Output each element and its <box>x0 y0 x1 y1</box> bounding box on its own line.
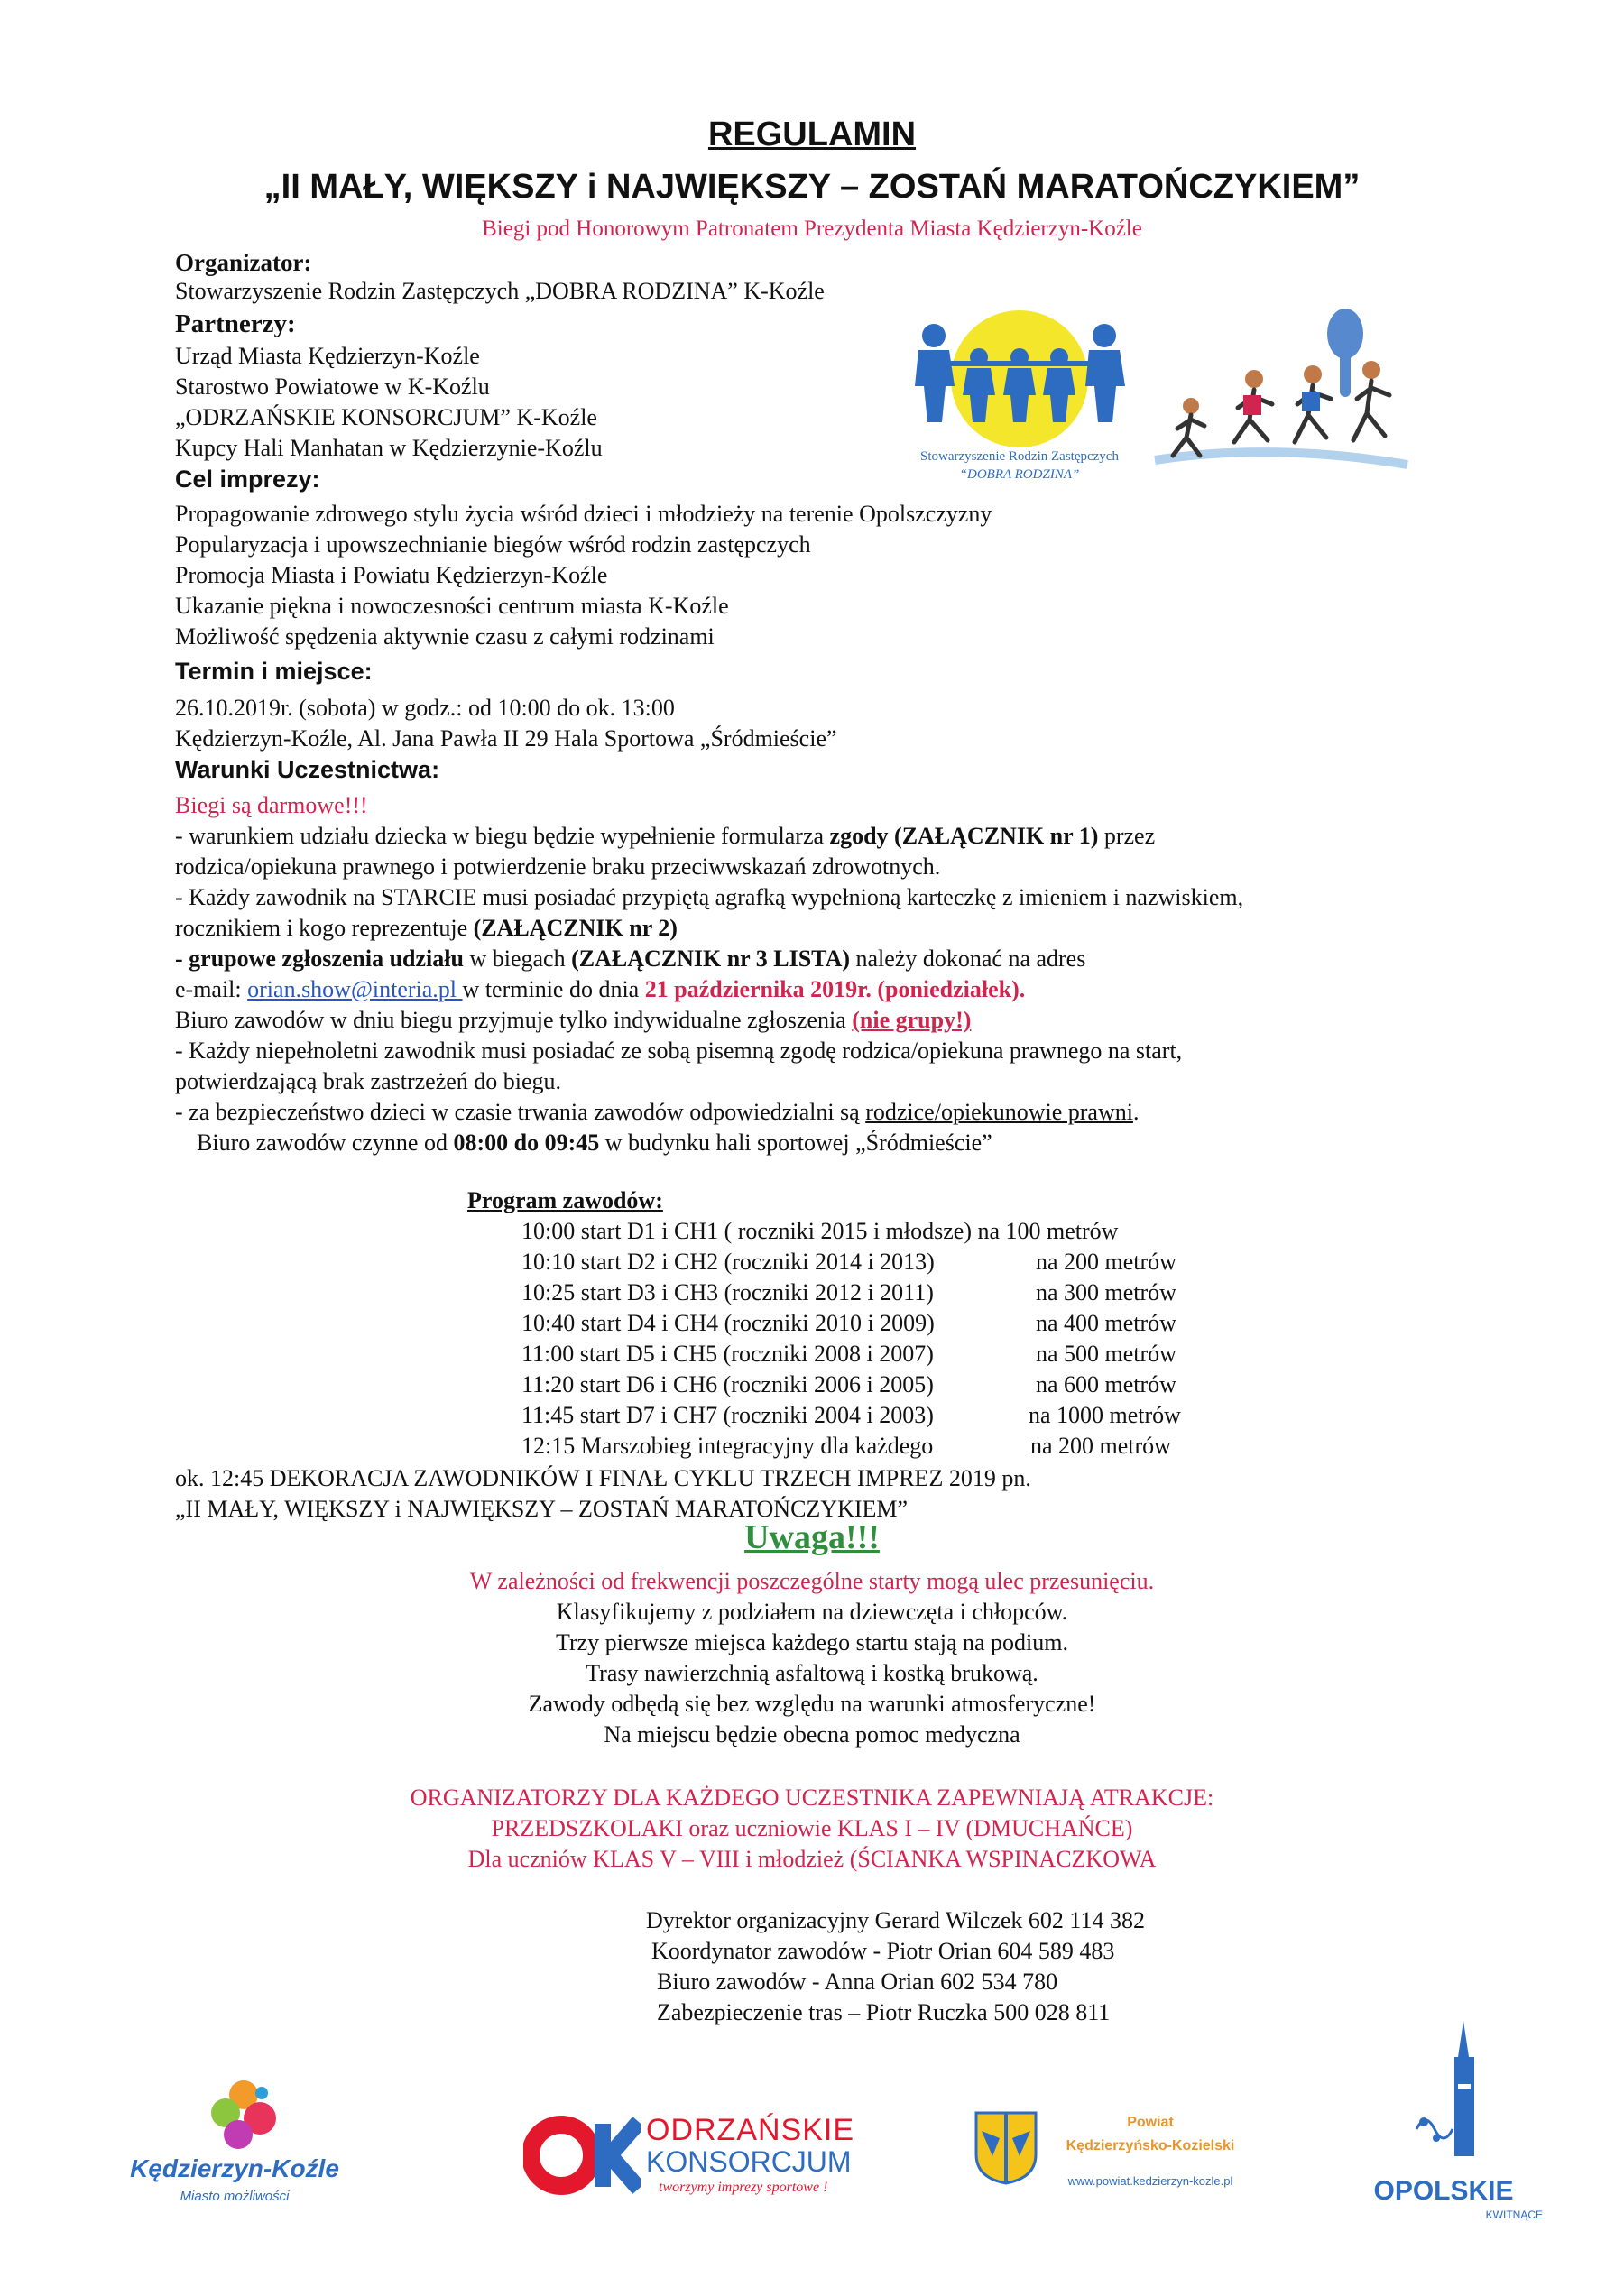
partner-item: Kupcy Hali Manhatan w Kędzierzynie-Koźlu <box>175 435 603 461</box>
condition-text: . <box>1132 1099 1140 1125</box>
ok-mark-icon <box>523 2115 641 2196</box>
goal-item: Ukazanie piękna i nowoczesności centrum miasta K-Koźle <box>175 593 729 619</box>
runners-icon <box>1137 307 1416 487</box>
condition-line: rodzica/opiekuna prawnego i potwierdzenie braku przeciwwskazań zdrowotnych. <box>175 853 941 880</box>
ok-line2: KONSORCJUM <box>646 2145 852 2178</box>
condition-line <box>175 1005 971 1036</box>
condition-text: rodzice/opiekunowie prawni <box>865 1099 1133 1125</box>
opolskie-logo <box>1344 2021 1543 2228</box>
partner-item: „ODRZAŃSKIE KONSORCJUM” K-Koźle <box>175 404 597 430</box>
runners-illustration <box>1137 307 1416 487</box>
program-row-text: 12:15 Marszobieg integracyjny dla każdego <box>521 1433 934 1459</box>
organizer-heading: Organizator: <box>175 249 312 276</box>
condition-line <box>175 821 1155 852</box>
kedzierzyn-kozle-logo <box>126 2075 343 2228</box>
condition-text: rocznikiem i kogo reprezentuje <box>175 915 474 941</box>
program-row-text: 10:10 start D2 i CH2 (roczniki 2014 i 2013) <box>521 1249 935 1275</box>
program-row-text: 11:20 start D6 i CH6 (roczniki 2006 i 2005) <box>521 1371 934 1397</box>
program-row-text: 11:45 start D7 i CH7 (roczniki 2004 i 2003) <box>521 1402 934 1428</box>
conditions-heading: Warunki Uczestnictwa: <box>175 756 440 783</box>
condition-text: Biuro zawodów w dniu biegu przyjmuje tylko indywidualne zgłoszenia <box>175 1007 853 1033</box>
goal-item: Propagowanie zdrowego stylu życia wśród dzieci i młodzieży na terenie Opolszczyzny <box>175 501 992 527</box>
odrzanskie-konsorcjum-logo <box>523 2111 884 2210</box>
condition-text: - za bezpieczeństwo dzieci w czasie trwania zawodów odpowiedzialni są <box>175 1099 866 1125</box>
organizer-name: Stowarzyszenie Rodzin Zastępczych „DOBRA RODZINA” K-Koźle <box>175 278 825 304</box>
patronage-line: Biegi pod Honorowym Patronatem Prezydenta Miasta Kędzierzyn-Koźle <box>482 217 1142 241</box>
goal-item: Promocja Miasta i Powiatu Kędzierzyn-Koźle <box>175 562 608 588</box>
bubbles-icon <box>208 2075 280 2156</box>
condition-line: - Każdy zawodnik na STARCIE musi posiadać przypiętą agrafką wypełnioną karteczkę z imieniem i nazwiskiem, <box>175 884 1244 910</box>
program-row-text: 10:40 start D4 i CH4 (roczniki 2010 i 2009) <box>521 1310 935 1336</box>
family-icon <box>893 298 1137 451</box>
program-row-distance: na 300 metrów <box>1036 1279 1176 1305</box>
notice-line: Na miejscu będzie obecna pomoc medyczna <box>604 1721 1020 1748</box>
ok-slogan: tworzymy imprezy sportowe ! <box>659 2180 828 2195</box>
powiat-logo <box>974 2102 1299 2210</box>
partner-item: Urząd Miasta Kędzierzyn-Koźle <box>175 343 480 369</box>
group-entries-label: - grupowe zgłoszenia udziału <box>175 945 464 972</box>
program-row-text: 10:25 start D3 i CH3 (roczniki 2012 i 2011) <box>521 1279 934 1305</box>
powiat-line1: Powiat <box>1127 2115 1174 2130</box>
attractions-line: Dla uczniów KLAS V – VIII i młodzież (ŚCIANKA WSPINACZKOWA <box>467 1846 1157 1872</box>
program-row-distance: na 600 metrów <box>1036 1371 1176 1397</box>
office-hours: 08:00 do 09:45 <box>453 1130 600 1156</box>
condition-text: w budynku hali sportowej „Śródmieście” <box>599 1130 992 1156</box>
tower-icon <box>1407 2021 1489 2174</box>
notice-red-line: W zależności od frekwencji poszczególne starty mogą ulec przesunięciu. <box>469 1568 1155 1594</box>
not-groups-note: (nie grupy!) <box>852 1007 972 1033</box>
logo-caption: Stowarzyszenie Rodzin Zastępczych <box>920 449 1119 464</box>
attractions-line: ORGANIZATORZY DLA KAŻDEGO UCZESTNIKA ZAPEWNIAJĄ ATRAKCJE: <box>410 1785 1214 1811</box>
program-heading: Program zawodów: <box>467 1187 663 1213</box>
contact-line: Zabezpieczenie tras – Piotr Ruczka 500 028 811 <box>657 1999 1111 2025</box>
partners-heading: Partnerzy: <box>175 309 296 338</box>
goal-heading: Cel imprezy: <box>175 466 320 493</box>
condition-line <box>197 1128 992 1158</box>
notice-line: Trzy pierwsze miejsca każdego startu stają na podium. <box>556 1629 1068 1655</box>
kk-name: Kędzierzyn-Koźle <box>130 2154 339 2182</box>
attachment-3-ref: (ZAŁĄCZNIK nr 3 LISTA) <box>571 945 851 972</box>
condition-text: w biegach <box>463 945 572 972</box>
condition-text: przez <box>1098 823 1156 849</box>
goal-item: Możliwość spędzenia aktywnie czasu z całymi rodzinami <box>175 623 715 650</box>
program-row-distance: na 500 metrów <box>1036 1341 1176 1367</box>
attachment-1-ref: zgody (ZAŁĄCZNIK nr 1) <box>829 823 1099 849</box>
condition-line <box>175 1097 1139 1128</box>
program-row-text: 11:00 start D5 i CH5 (roczniki 2008 i 2007) <box>521 1341 934 1367</box>
finale-line: ok. 12:45 DEKORACJA ZAWODNIKÓW I FINAŁ CYKLU TRZECH IMPREZ 2019 pn. <box>175 1465 1031 1491</box>
goal-item: Popularyzacja i upowszechnianie biegów wśród rodzin zastępczych <box>175 531 811 558</box>
condition-text: w terminie do dnia <box>462 976 645 1002</box>
logo-caption: “DOBRA RODZINA” <box>959 467 1080 482</box>
condition-text: - warunkiem udziału dziecka w biegu będzie wypełnienie formularza <box>175 823 830 849</box>
free-entry-note: Biegi są darmowe!!! <box>175 792 368 818</box>
op-name: OPOLSKIE <box>1373 2176 1514 2206</box>
notice-line: Zawody odbędą się bez względu na warunki atmosferyczne! <box>528 1691 1096 1717</box>
deadline: 21 października 2019r. (poniedziałek). <box>644 976 1026 1002</box>
document-title: REGULAMIN <box>707 115 917 153</box>
condition-line: potwierdzającą brak zastrzeżeń do biegu. <box>175 1068 562 1094</box>
condition-line: - Każdy niepełnoletni zawodnik musi posiadać ze sobą pisemną zgodę rodzica/opiekuna prawnego na start, <box>175 1038 1183 1064</box>
program-row-distance: na 200 metrów <box>1030 1433 1171 1459</box>
program-row-text: 10:00 start D1 i CH1 ( roczniki 2015 i młodsze) na 100 metrów <box>521 1218 1119 1244</box>
email-link[interactable]: orian.show@interia.pl <box>247 976 463 1002</box>
program-row-distance: na 1000 metrów <box>1029 1402 1181 1428</box>
kk-slogan: Miasto możliwości <box>180 2189 290 2204</box>
notice-heading: Uwaga!!! <box>744 1518 880 1556</box>
powiat-url: www.powiat.kedzierzyn-kozle.pl <box>1067 2174 1233 2188</box>
condition-line <box>175 974 1025 1005</box>
powiat-line2: Kędzierzyńsko-Kozielski <box>1066 2138 1235 2153</box>
condition-line <box>175 944 1085 974</box>
contact-line: Biuro zawodów - Anna Orian 602 534 780 <box>657 1969 1058 1995</box>
notice-line: Trasy nawierzchnią asfaltową i kostką brukową. <box>586 1660 1038 1686</box>
event-date: 26.10.2019r. (sobota) w godz.: od 10:00 do ok. 13:00 <box>175 695 675 721</box>
attractions-line: PRZEDSZKOLAKI oraz uczniowie KLAS I – IV (DMUCHAŃCE) <box>491 1815 1133 1841</box>
partner-item: Starostwo Powiatowe w K-Koźlu <box>175 374 490 400</box>
ok-line1: ODRZAŃSKIE <box>646 2113 855 2147</box>
when-where-heading: Termin i miejsce: <box>175 658 373 685</box>
program-row-distance: na 200 metrów <box>1036 1249 1176 1275</box>
attachment-2-ref: (ZAŁĄCZNIK nr 2) <box>473 915 678 941</box>
contact-line: Koordynator zawodów - Piotr Orian 604 589 483 <box>651 1938 1115 1964</box>
event-name: „II MAŁY, WIĘKSZY i NAJWIĘKSZY – ZOSTAŃ MARATOŃCZYKIEM” <box>263 168 1361 206</box>
condition-text: Biuro zawodów czynne od <box>197 1130 454 1156</box>
program-row-distance: na 400 metrów <box>1036 1310 1176 1336</box>
dobra-rodzina-logo <box>893 298 1137 496</box>
condition-text: należy dokonać na adres <box>850 945 1086 972</box>
notice-line: Klasyfikujemy z podziałem na dziewczęta i chłopców. <box>556 1599 1068 1625</box>
condition-text: e-mail: <box>175 976 248 1002</box>
coat-of-arms-icon <box>974 2111 1038 2185</box>
event-place: Kędzierzyn-Koźle, Al. Jana Pawła II 29 Hala Sportowa „Śródmieście” <box>175 725 837 752</box>
op-slogan: KWITNĄCE <box>1485 2209 1543 2221</box>
condition-line <box>175 913 678 944</box>
contact-line: Dyrektor organizacyjny Gerard Wilczek 602 114 382 <box>646 1907 1145 1933</box>
finale-line: „II MAŁY, WIĘKSZY i NAJWIĘKSZY – ZOSTAŃ MARATOŃCZYKIEM” <box>175 1496 909 1522</box>
